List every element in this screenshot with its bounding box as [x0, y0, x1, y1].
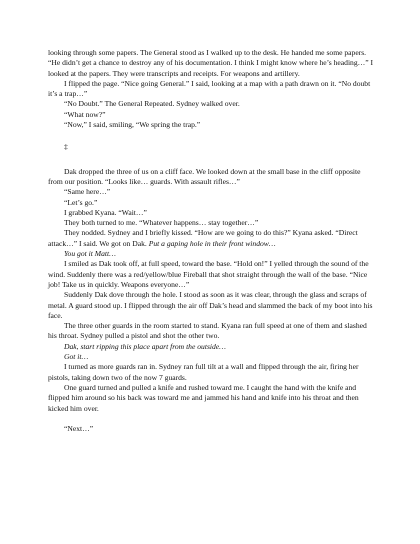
paragraph: They both turned to me. “Whatever happens… stay together…”: [64, 218, 259, 228]
paragraph: Got it…: [64, 352, 89, 362]
paragraph: The three other guards in the room started to stand. Kyana ran full speed at one of them and slashed his throat. Sydney pulled a pistol and shot the other two.: [48, 321, 367, 341]
paragraph: “Now,” I said, smiling, “We spring the trap.”: [64, 120, 201, 130]
paragraph: “Next…”: [64, 423, 94, 433]
section-break: ‡: [64, 142, 68, 152]
paragraph: You got it Matt…: [64, 249, 116, 259]
paragraph: Suddenly Dak dove through the hole. I stood as soon as it was clear, through the glass and scraps of metal. A guard stood up. I flipped through the air off Dak’s head and slammed the back of my boot into his face.: [48, 290, 373, 320]
paragraph: One guard turned and pulled a knife and rushed toward me. I caught the hand with the knife and flipped him around so his back was toward me and jammed his hand and knife into his throat and then kicked him over.: [48, 382, 359, 413]
paragraph: I smiled as Dak took off, at full speed, toward the base. “Hold on!” I yelled through the sound of the wind. Suddenly there was a red/yellow/blue Fireball that shot straight through the wall of the base. “Nice job! Take us in quickly. Weapons everyone…”: [48, 259, 369, 289]
paragraph: Dak dropped the three of us on a cliff face. We looked down at the small base in the cliff opposite from our position. “Looks like… guards. With assault rifles…”: [48, 166, 361, 186]
paragraph: “What now?”: [64, 109, 106, 119]
paragraph: I grabbed Kyana. “Wait…”: [64, 207, 147, 217]
paragraph: “Same here…”: [64, 187, 111, 197]
paragraph: Dak, start ripping this place apart from the outside…: [64, 341, 226, 351]
paragraph: They nodded. Sydney and I briefly kissed. “How are we going to do this?” Kyana asked. “Direct attack…” I said. We got on Dak. Put a gaping hole in their front window…: [48, 228, 358, 248]
paragraph: “No Doubt.” The General Repeated. Sydney walked over.: [64, 99, 240, 109]
paragraph: I turned as more guards ran in. Sydney ran full tilt at a wall and flipped through the air, firing her pistols, taking down two of the now 7 guards.: [48, 362, 359, 382]
paragraph: looking through some papers. The General stood as I walked up to the desk. He handed me some papers. “He didn’t get a chance to destroy any of his documentation. I think I might know where he’s heading…” I looked at the papers. They were transcripts and receipts. For weapons and artillery.: [48, 48, 374, 78]
body-text: [48, 48, 374, 434]
paragraph: I flipped the page. “Nice going General.” I said, looking at a map with a path drawn on it. “No doubt it’s a trap…”: [48, 78, 371, 99]
paragraph: “Let’s go.”: [64, 197, 98, 207]
